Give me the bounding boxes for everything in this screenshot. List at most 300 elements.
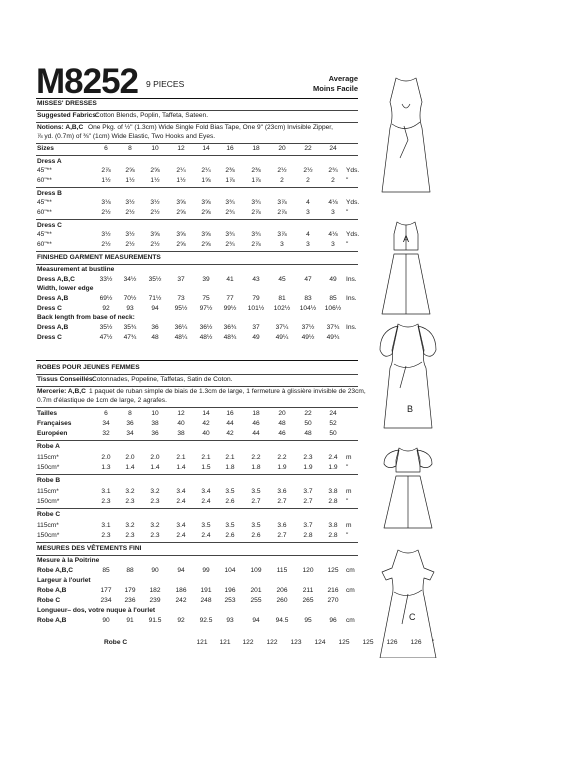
ourlet-c-cell: 242 (175, 597, 187, 604)
eu-size-cell: 44 (252, 430, 260, 437)
width-ab-cell: 77 (226, 295, 234, 302)
bust-row-label: Dress A,B,C (37, 276, 75, 283)
size-header-cell: 24 (329, 145, 337, 152)
width-ab-cell: 71½ (148, 295, 162, 302)
yardage-45-cell: 4 (306, 231, 310, 238)
taille-header-cell: 12 (177, 410, 185, 417)
robe-label: Robe B (37, 477, 61, 484)
fr-size-cell: 48 (278, 420, 286, 427)
metrage-115-cell: 3.8 (328, 488, 338, 495)
metrage-115-cell: 2.1 (225, 454, 235, 461)
metrage-150-cell: 2.7 (277, 498, 287, 505)
divider (36, 386, 358, 387)
tissus-label: Tissus Conseillés: (37, 376, 95, 383)
metrage-115-unit: m (346, 522, 352, 529)
metrage-115-cell: 3.2 (150, 488, 160, 495)
size-header-cell: 22 (304, 145, 312, 152)
width-c-cell: 104½ (299, 305, 317, 312)
yardage-60-cell: 2¾ (225, 209, 235, 216)
divider (36, 187, 358, 188)
yardage-45-cell: 3⅝ (201, 231, 211, 238)
fr-size-cell: 40 (177, 420, 185, 427)
yardage-60-cell: 2⅞ (277, 209, 287, 216)
yardage-45-cell: 2½ (303, 167, 313, 174)
eu-size-cell: 32 (102, 430, 110, 437)
yardage-45-cell: 3¾ (251, 231, 261, 238)
dress-label: Dress A (37, 158, 62, 165)
francaises-label: Françaises (37, 420, 72, 427)
metrage-150-cell: 1.4 (125, 464, 135, 471)
ourlet-ab-cell: 206 (276, 587, 288, 594)
divider (36, 143, 358, 144)
longueur-c-cell: 126 (386, 639, 398, 646)
metrage-115-cell: 3.7 (303, 522, 313, 529)
longueur-ab-cell: 92.5 (199, 617, 213, 624)
poitrine-cell: 88 (126, 567, 134, 574)
metrage-115-cell: 3.2 (125, 522, 135, 529)
metrage-115-cell: 3.4 (176, 488, 186, 495)
metrage-115-cell: 2.0 (150, 454, 160, 461)
longueur-ab-cell: 91 (126, 617, 134, 624)
dress-label: Dress B (37, 190, 62, 197)
metrage-150-cell: 2.3 (150, 532, 160, 539)
metrage-150-cell: 2.3 (125, 498, 135, 505)
width-c-cell: 106½ (324, 305, 342, 312)
fr-size-cell: 52 (329, 420, 337, 427)
bust-cell: 45 (278, 276, 286, 283)
width-ab-cell: 70½ (123, 295, 137, 302)
back-ab-cell: 37½ (301, 324, 315, 331)
back-length-label: Back length from base of neck: (37, 314, 135, 321)
yardage-60-cell: 3 (331, 241, 335, 248)
back-c-cell: 48½ (199, 334, 213, 341)
longueur-c-cell: 121 (219, 639, 231, 646)
eu-size-cell: 46 (278, 430, 286, 437)
width-ab-cell: 85 (329, 295, 337, 302)
ourlet-c-cell: 236 (124, 597, 136, 604)
poitrine-cell: 94 (177, 567, 185, 574)
tissus-text: Cotonnades, Popeline, Taffetas, Satin de Coton. (92, 376, 233, 383)
back-ab-cell: 36¼ (174, 324, 188, 331)
longueur-ab-cell: 90 (102, 617, 110, 624)
longueur-c-cell: 125 (362, 639, 374, 646)
width-label: 150cm* (37, 498, 60, 505)
poitrine-cell: 120 (302, 567, 314, 574)
size-header-cell: 10 (151, 145, 159, 152)
yardage-45-cell: 3⅞ (277, 231, 287, 238)
metrage-150-cell: 1.4 (150, 464, 160, 471)
back-ab-unit: Ins. (346, 324, 357, 331)
tailles-label: Tailles (37, 410, 58, 417)
ourlet-c-cell: 270 (327, 597, 339, 604)
difficulty-block (313, 74, 358, 94)
metrage-150-cell: 2.4 (201, 532, 211, 539)
width-ab-cell: 73 (177, 295, 185, 302)
bust-cell: 37 (177, 276, 185, 283)
metrage-150-cell: 1.9 (303, 464, 313, 471)
width-c-cell: 92 (102, 305, 110, 312)
yardage-45-cell: 2⅜ (251, 167, 261, 174)
back-c-cell: 47½ (99, 334, 113, 341)
bust-cell: 43 (252, 276, 260, 283)
ourlet-ab-cell: 179 (124, 587, 136, 594)
eu-size-cell: 38 (177, 430, 185, 437)
longueur-c-cell: 123 (290, 639, 302, 646)
longueur-c-cell: 122 (242, 639, 254, 646)
yardage-45-cell: 2⅝ (125, 167, 135, 174)
fabrics-text: Cotton Blends, Poplin, Taffeta, Sateen. (95, 112, 209, 119)
metrage-115-cell: 2.4 (328, 454, 338, 461)
metrage-150-cell: 1.9 (277, 464, 287, 471)
longueur-c-cell: 124 (314, 639, 326, 646)
mvf-title: MESURES DES VÊTEMENTS FINI (37, 545, 142, 552)
yardage-45-cell: 2⅞ (101, 167, 111, 174)
ourlet-ab-cell: 182 (149, 587, 161, 594)
yardage-45-cell: 2⅜ (225, 167, 235, 174)
metrage-150-cell: 2.3 (150, 498, 160, 505)
yardage-45-cell: 2¼ (176, 167, 186, 174)
metrage-115-cell: 2.1 (201, 454, 211, 461)
metrage-115-cell: 3.7 (303, 488, 313, 495)
divider (36, 474, 358, 475)
mercerie-line-2: 0.7m d'élastique de 1cm de large, 2 agrafes. (37, 397, 167, 404)
view-b-skirt-drawing (384, 476, 432, 528)
fabrics-label: Suggested Fabrics: (37, 112, 99, 119)
taille-header-cell: 22 (304, 410, 312, 417)
size-header-cell: 12 (177, 145, 185, 152)
notions-line-2: ⅞ yd. (0.7m) of ⅜" (1cm) Wide Elastic, Two Hooks and Eyes. (37, 133, 216, 140)
poitrine-cell: 109 (250, 567, 262, 574)
divider (36, 555, 358, 556)
yardage-60-cell: 1½ (125, 177, 135, 184)
divider (36, 374, 358, 375)
longueur-ab-cell: 93 (226, 617, 234, 624)
yardage-45-cell: 2⅝ (150, 167, 160, 174)
yardage-45-cell: 2½ (277, 167, 287, 174)
back-ab-cell: 36 (151, 324, 159, 331)
fr-size-cell: 34 (102, 420, 110, 427)
eu-size-cell: 50 (329, 430, 337, 437)
yardage-60-cell: 1⅞ (251, 177, 261, 184)
yardage-45-cell: 3¾ (225, 199, 235, 206)
metrage-115-cell: 2.1 (176, 454, 186, 461)
yardage-60-cell: 2⅝ (176, 209, 186, 216)
divider (36, 110, 358, 111)
fr-top-rule (36, 360, 358, 361)
metrage-115-cell: 2.2 (277, 454, 287, 461)
width-ab-cell: 75 (202, 295, 210, 302)
width-label: 45"** (37, 231, 52, 238)
eu-size-cell: 42 (226, 430, 234, 437)
back-c-cell: 49¾ (326, 334, 340, 341)
metrage-150-cell: 2.4 (201, 498, 211, 505)
back-c-cell: 48 (151, 334, 159, 341)
poitrine-cell: 85 (102, 567, 110, 574)
size-header-cell: 18 (252, 145, 260, 152)
yardage-45-cell: 3½ (125, 199, 135, 206)
eu-size-cell: 34 (126, 430, 134, 437)
fr-size-cell: 42 (202, 420, 210, 427)
yardage-60-cell: 2½ (150, 241, 160, 248)
back-c-cell: 49 (252, 334, 260, 341)
metrage-150-cell: 2.8 (328, 498, 338, 505)
bust-cell: 34½ (123, 276, 137, 283)
metrage-150-cell: 2.6 (251, 532, 261, 539)
width-label: 60"** (37, 241, 52, 248)
yardage-45-cell: 3⅛ (101, 199, 111, 206)
taille-header-cell: 16 (226, 410, 234, 417)
longueur-ab-cell: 96 (329, 617, 337, 624)
longueur-c-cell: 122 (266, 639, 278, 646)
fr-size-cell: 36 (126, 420, 134, 427)
back-ab-cell: 36¾ (223, 324, 237, 331)
longueur-ab-cell: 91.5 (148, 617, 162, 624)
metrage-115-cell: 3.5 (251, 488, 261, 495)
ourlet-ab-cell: 177 (100, 587, 112, 594)
ourlet-label: Largeur à l'ourlet (37, 577, 91, 584)
ourlet-ab-cell: 191 (200, 587, 212, 594)
metrage-150-cell: 2.4 (176, 498, 186, 505)
yardage-60-unit: " (346, 209, 349, 216)
ourlet-c-cell: 255 (250, 597, 262, 604)
yardage-60-cell: 3 (331, 209, 335, 216)
view-b-bodice-drawing (384, 448, 432, 472)
bust-cell: 33½ (99, 276, 113, 283)
size-header-cell: 16 (226, 145, 234, 152)
size-header-cell: 6 (104, 145, 108, 152)
back-c-cell: 48¾ (223, 334, 237, 341)
notions-label: Notions: A,B,C (37, 124, 84, 131)
metrage-115-cell: 3.6 (277, 488, 287, 495)
yardage-45-cell: 3⅝ (176, 199, 186, 206)
longueur-ab-cell: 94.5 (275, 617, 289, 624)
yardage-45-cell: 3⅝ (201, 199, 211, 206)
divider (36, 542, 358, 543)
yardage-60-cell: 2⅞ (251, 209, 261, 216)
divider (36, 219, 358, 220)
width-label: 115cm* (37, 522, 59, 529)
yardage-45-cell: 3½ (101, 231, 111, 238)
width-ab-unit: Ins. (346, 295, 357, 302)
size-header-cell: 20 (278, 145, 286, 152)
longueur-c-cell: 121 (196, 639, 208, 646)
ourlet-ab-cell: 216 (327, 587, 339, 594)
metrage-150-unit: " (346, 464, 349, 471)
fr-size-cell: 44 (226, 420, 234, 427)
metrage-150-unit: " (346, 498, 349, 505)
back-c-cell: 47¾ (123, 334, 137, 341)
metrage-115-cell: 2.3 (303, 454, 313, 461)
taille-header-cell: 24 (329, 410, 337, 417)
ourlet-c-label: Robe C (37, 597, 61, 604)
metrage-115-cell: 3.1 (101, 522, 111, 529)
width-label: 45"** (37, 167, 52, 174)
width-c-cell: 94 (151, 305, 159, 312)
taille-header-cell: 6 (104, 410, 108, 417)
difficulty-en: Average (328, 74, 358, 83)
taille-header-cell: 8 (128, 410, 132, 417)
difficulty-fr: Moins Facile (312, 84, 358, 93)
divider (36, 122, 358, 123)
ourlet-ab-cell: 196 (224, 587, 236, 594)
yardage-60-cell: 3 (306, 209, 310, 216)
metrage-150-cell: 1.5 (201, 464, 211, 471)
width-label: 115cm* (37, 488, 59, 495)
width-label: 150cm* (37, 464, 60, 471)
metrage-115-cell: 3.4 (176, 522, 186, 529)
width-label: 45"** (37, 199, 52, 206)
view-label-a: A (403, 234, 410, 244)
yardage-45-cell: 4⅛ (328, 199, 338, 206)
view-label-b: B (407, 404, 414, 414)
taille-header-cell: 18 (252, 410, 260, 417)
metrage-115-cell: 2.2 (251, 454, 261, 461)
europeen-label: Européen (37, 430, 68, 437)
metrage-115-unit: m (346, 454, 352, 461)
back-ab-label: Dress A,B (37, 324, 69, 331)
yardage-60-cell: 1½ (101, 177, 111, 184)
metrage-115-cell: 3.2 (125, 488, 135, 495)
garment-illustrations (378, 68, 548, 658)
pattern-number: M8252 (36, 62, 139, 101)
yardage-60-cell: 2¾ (225, 241, 235, 248)
width-ab-label: Dress A,B (37, 295, 69, 302)
width-c-cell: 101½ (247, 305, 265, 312)
back-c-cell: 49½ (301, 334, 315, 341)
yardage-60-unit: " (346, 241, 349, 248)
yardage-45-cell: 3¾ (225, 231, 235, 238)
metrage-150-cell: 2.6 (225, 532, 235, 539)
poitrine-cell: 125 (327, 567, 339, 574)
metrage-150-cell: 1.9 (328, 464, 338, 471)
mercerie-line-1: 1 paquet de ruban simple de biais de 1.3cm de large, 1 fermeture à glissière invisible de 23cm, (89, 388, 366, 395)
dress-label: Dress C (37, 222, 62, 229)
metrage-150-cell: 2.4 (176, 532, 186, 539)
longueur-c-cell: 126 (410, 639, 422, 646)
divider (36, 508, 358, 509)
longueur-c-label: Robe C (104, 639, 128, 646)
back-ab-cell: 37¾ (326, 324, 340, 331)
metrage-150-cell: 2.3 (125, 532, 135, 539)
width-label: 60"** (37, 209, 52, 216)
view-label-c: C (409, 612, 416, 622)
yardage-60-cell: 2⅝ (201, 209, 211, 216)
poitrine-cell: 90 (151, 567, 159, 574)
longueur-ab-cell: 95 (304, 617, 312, 624)
width-c-cell: 97½ (199, 305, 213, 312)
divider (36, 155, 358, 156)
divider (36, 407, 358, 408)
notions-line-1: One Pkg. of ½" (1.3cm) Wide Single Fold Bias Tape, One 9" (23cm) Invisible Zipper, (88, 124, 333, 131)
yardage-45-cell: 3⅞ (277, 199, 287, 206)
metrage-115-cell: 3.6 (277, 522, 287, 529)
metrage-150-cell: 2.7 (303, 498, 313, 505)
fgm-title: FINISHED GARMENT MEASUREMENTS (37, 254, 161, 261)
yardage-60-cell: 1⅞ (225, 177, 235, 184)
bust-unit: Ins. (346, 276, 357, 283)
width-c-cell: 93 (126, 305, 134, 312)
metrage-115-cell: 3.1 (101, 488, 111, 495)
poitrine-cell: 115 (276, 567, 288, 574)
yardage-60-cell: 1⅝ (201, 177, 211, 184)
view-a-front-drawing (382, 78, 430, 192)
poitrine-row-label: Robe A,B,C (37, 567, 74, 574)
divider (36, 264, 358, 265)
back-ab-cell: 37¼ (275, 324, 289, 331)
metrage-115-cell: 3.2 (150, 522, 160, 529)
longueur-ab-cell: 94 (252, 617, 260, 624)
width-ab-cell: 79 (252, 295, 260, 302)
section-title-en: MISSES' DRESSES (37, 100, 97, 107)
back-c-cell: 48¼ (174, 334, 188, 341)
metrage-115-cell: 3.5 (225, 522, 235, 529)
fr-size-cell: 46 (252, 420, 260, 427)
back-ab-cell: 36½ (199, 324, 213, 331)
yardage-45-cell: 4 (306, 199, 310, 206)
width-ab-cell: 83 (304, 295, 312, 302)
bust-cell: 47 (304, 276, 312, 283)
yardage-60-cell: 2½ (125, 209, 135, 216)
metrage-115-cell: 3.4 (201, 488, 211, 495)
metrage-150-cell: 2.6 (225, 498, 235, 505)
ourlet-ab-cell: 186 (175, 587, 187, 594)
pieces-count: 9 PIECES (146, 79, 185, 89)
yardage-60-cell: 3 (280, 241, 284, 248)
metrage-150-cell: 2.7 (251, 498, 261, 505)
eu-size-cell: 40 (202, 430, 210, 437)
bust-label: Measurement at bustline (37, 266, 115, 273)
yardage-45-cell: 3⅝ (150, 231, 160, 238)
ourlet-ab-cell: 211 (302, 587, 314, 594)
eu-size-cell: 36 (151, 430, 159, 437)
poitrine-cell: 99 (202, 567, 210, 574)
longueur-ab-unit: cm (346, 617, 355, 624)
width-label: 115cm* (37, 454, 59, 461)
metrage-150-cell: 1.4 (176, 464, 186, 471)
taille-header-cell: 14 (202, 410, 210, 417)
metrage-115-cell: 2.0 (101, 454, 111, 461)
ourlet-c-cell: 260 (276, 597, 288, 604)
yardage-45-cell: 4⅛ (328, 231, 338, 238)
back-c-cell: 49¼ (275, 334, 289, 341)
ourlet-c-cell: 265 (302, 597, 314, 604)
yardage-60-cell: 2 (331, 177, 335, 184)
bust-cell: 39 (202, 276, 210, 283)
yardage-60-cell: 1½ (176, 177, 186, 184)
robe-label: Robe C (37, 511, 61, 518)
metrage-115-unit: m (346, 488, 352, 495)
yardage-45-unit: Yds. (346, 167, 360, 174)
metrage-150-cell: 2.3 (101, 532, 111, 539)
taille-header-cell: 10 (151, 410, 159, 417)
yardage-60-cell: 2½ (125, 241, 135, 248)
yardage-45-cell: 3½ (125, 231, 135, 238)
ourlet-c-cell: 248 (200, 597, 212, 604)
metrage-150-cell: 2.8 (303, 532, 313, 539)
longueur-c-cell: 125 (338, 639, 350, 646)
size-header-cell: 14 (202, 145, 210, 152)
eu-size-cell: 48 (304, 430, 312, 437)
back-ab-cell: 35¾ (123, 324, 137, 331)
longueur-c-unit: " (432, 639, 435, 646)
metrage-150-cell: 2.8 (328, 532, 338, 539)
mercerie-label: Mercerie: A,B,C (37, 388, 86, 395)
yardage-45-cell: 3¾ (251, 199, 261, 206)
metrage-150-unit: " (346, 532, 349, 539)
longueur-ab-cell: 92 (177, 617, 185, 624)
yardage-45-cell: 2¼ (201, 167, 211, 174)
metrage-115-cell: 2.0 (125, 454, 135, 461)
